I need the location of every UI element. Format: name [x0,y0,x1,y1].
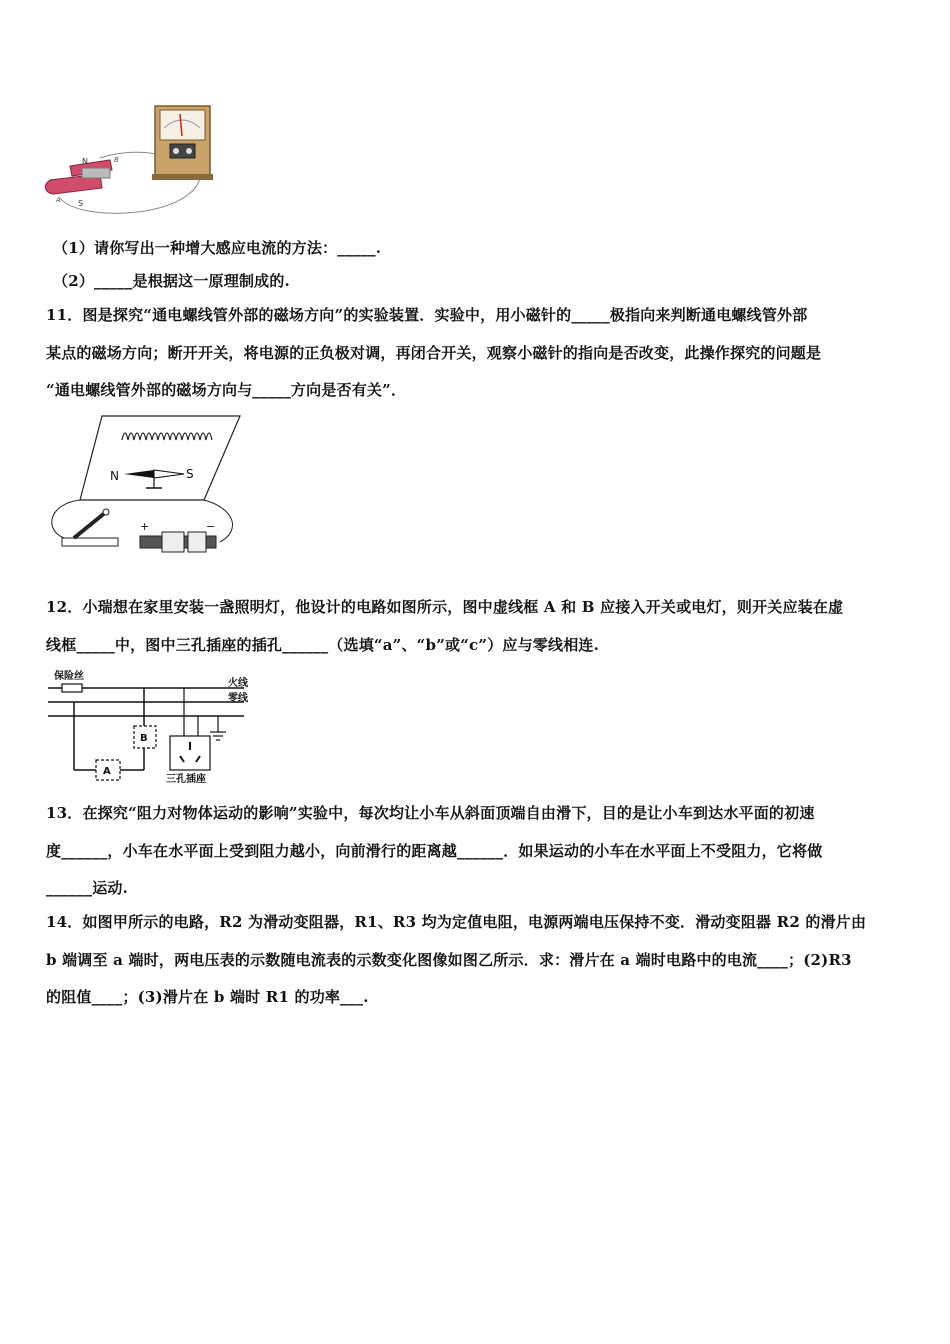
label-b: B [114,156,119,164]
pole-s-label: S [78,199,84,208]
q14-line-3: 的阻值____；(3)滑片在 b 端时 R1 的功率___. [46,988,369,1006]
socket-label: 三孔插座 [166,774,206,785]
q13-line-3: ______运动. [46,879,129,897]
q11-line-2: 某点的磁场方向；断开开关，将电源的正负极对调，再闭合开关，观察小磁针的指向是否改变，此操作探究的问题是 [46,344,822,362]
q14-line-1: 14．如图甲所示的电路，R2 为滑动变阻器，R1、R3 均为定值电阻，电源两端电压保持不变．滑动变阻器 R2 的滑片由 [46,913,867,931]
q14-line-2: b 端调至 a 端时，两电压表的示数随电流表的示数变化图像如图乙所示．求：滑片在 a 端时电路中的电流____；(2)R3 [46,951,852,969]
fuse-label: 保险丝 [54,671,84,682]
live-label: 火线 [228,678,248,689]
box-a-label: A [103,766,111,777]
q13-line-2: 度______，小车在水平面上受到阻力越小，向前滑行的距离越______．如果运动的小车在水平面上不受阻力，它将做 [46,842,823,860]
q11-line-3: “通电螺线管外部的磁场方向与_____方向是否有关”． [46,381,407,399]
q12-line-1: 12．小瑞想在家里安装一盏照明灯，他设计的电路如图所示，图中虚线框 A 和 B 应接入开关或电灯，则开关应装在虚 [46,598,844,616]
label-a: A [56,196,61,204]
pole-n-label: N [82,157,88,166]
household-circuit-figure [44,668,264,788]
minus-label: − [206,520,216,533]
q11-line-1: 11．图是探究“通电螺线管外部的磁场方向”的实验装置．实验中，用小磁针的_____极指向来判断通电螺线管外部 [46,306,808,324]
q12-line-2: 线框_____中，图中三孔插座的插孔______（选填“a”、“b”或“c”）应与零线相连. [46,636,600,654]
q10-line-1: （1）请你写出一种增大感应电流的方法：_____. [53,239,382,257]
needle-n-label: N [110,469,119,483]
box-b-label: B [140,733,148,744]
needle-s-label: S [186,467,194,481]
plus-label: + [140,520,150,533]
induction-experiment-figure [40,98,230,220]
q13-line-1: 13．在探究“阻力对物体运动的影响”实验中，每次均让小车从斜面顶端自由滑下，目的是让小车到达水平面的初速 [46,804,815,822]
solenoid-figure [44,412,244,556]
q10-line-2: （2）_____是根据这一原理制成的. [53,272,290,290]
neutral-label: 零线 [228,693,248,704]
